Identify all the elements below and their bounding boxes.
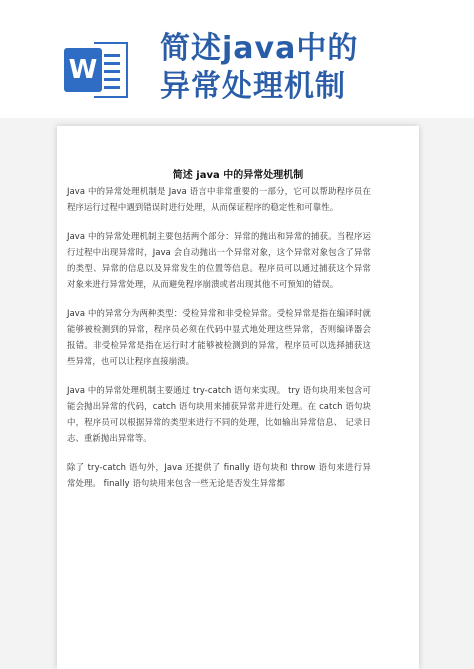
paragraph: Java 中的异常分为两种类型：受检异常和非受检异常。受检异常是指在编译时就能够被检测到的异常，程序员必须在代码中显式地处理这些异常，否则编译器会报错。非受检异常是指在运行时才能够被检测到的异常，程序员可以选择捕获这些异常，也可以让程序直接崩溃。 bbox=[67, 308, 371, 366]
banner-title bbox=[160, 30, 358, 106]
document-body bbox=[67, 183, 371, 504]
paragraph: Java 中的异常处理机制主要通过 try-catch 语句来实现。 try 语句块用来包含可能会抛出异常的代码，catch 语句块用来捕获异常并进行处理。在 catch 语句块中，程序员可以根据异常的类型来进行不同的处理，比如输出异常信息、 记录日志、重新抛出异常等。 bbox=[67, 385, 371, 443]
banner-title-line2: 异常处理机制 bbox=[160, 69, 346, 104]
banner-title-line1: 简述java中的 bbox=[160, 31, 359, 66]
header-banner bbox=[0, 0, 474, 124]
paragraph: Java 中的异常处理机制是 Java 语言中非常重要的一部分，它可以帮助程序员在程序运行过程中遇到错误时进行处理，从而保证程序的稳定性和可靠性。 bbox=[67, 186, 371, 212]
document-title: 简述 java 中的异常处理机制 bbox=[172, 170, 304, 181]
word-logo-badge: W bbox=[64, 48, 102, 92]
paragraph: 除了 try-catch 语句外，Java 还提供了 finally 语句块和 throw 语句来进行异常处理。 finally 语句块用来包含一些无论是否发生异常都 bbox=[67, 462, 371, 488]
word-document-icon bbox=[64, 42, 130, 98]
paragraph: Java 中的异常处理机制主要包括两个部分：异常的抛出和异常的捕获。当程序运行过程中出现异常时，Java 会自动抛出一个异常对象，这个异常对象包含了异常的类型、异常的信息以及异常发生的位置等信息。程序员可以通过捕获这个异常对象来进行异常处理，从而避免程序崩溃或者出现其他不可预知的错误。 bbox=[67, 231, 371, 289]
